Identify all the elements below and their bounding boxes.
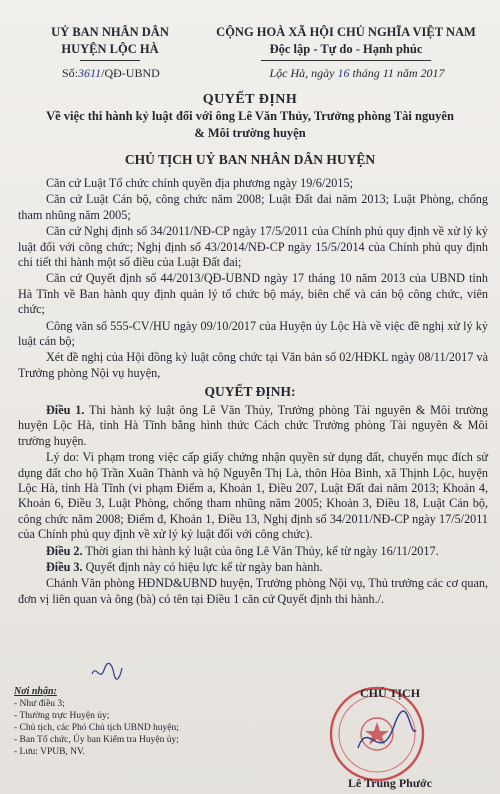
date-prefix: Lộc Hà, ngày: [269, 66, 338, 80]
issuer-header: [20, 24, 200, 61]
document-subject: Về việc thi hành kỷ luật đối với ông Lê Văn Thủy, Trưởng phòng Tài nguyên & Môi trường huyện: [46, 109, 454, 140]
national-title: CỘNG HOÀ XÃ HỘI CHỦ NGHĨA VIỆT NAM: [216, 25, 476, 39]
initials-scribble: [90, 660, 124, 684]
issuing-authority: CHỦ TỊCH UỶ BAN NHÂN DÂN HUYỆN: [124, 152, 376, 167]
recipient-item: - Ban Tổ chức, Ủy ban Kiểm tra Huyện ủy;: [14, 735, 179, 745]
recipient-item: - Chủ tịch, các Phó Chủ tịch UBND huyện;: [14, 723, 179, 733]
issuer-line-2: HUYỆN LỘC HÀ: [61, 42, 159, 56]
article-1-reason: [18, 450, 488, 542]
signatory-name: Lê Trung Phước: [347, 776, 433, 790]
document-number: [62, 66, 160, 81]
article-3-enforcement: [18, 576, 488, 607]
ground-item: Căn cứ Luật Tổ chức chính quyền địa phương ngày 19/6/2015;: [46, 176, 353, 190]
legal-grounds: [18, 176, 488, 382]
articles: [18, 403, 488, 608]
date-suffix: tháng 11 năm 2017: [349, 66, 445, 80]
national-motto: Độc lập - Tự do - Hạnh phúc: [269, 42, 423, 56]
ground-item: Căn cứ Luật Cán bộ, công chức năm 2008; Luật Đất đai năm 2013; Luật Phòng, chống tham nhũng năm 2005;: [18, 192, 488, 222]
issuer-line-1: UỶ BAN NHÂN DÂN: [51, 25, 169, 39]
article-text: Thi hành kỷ luật ông Lê Văn Thủy, Trưởng phòng Tài nguyên & Môi trường huyện Lộc Hà, tỉnh Hà Tĩnh bằng hình thức Cách chức Trưởng phòng Tài nguyên & Môi trường huyện.: [18, 403, 488, 448]
issuer-underline: [80, 60, 140, 61]
issue-date: [222, 66, 492, 81]
ground-item: Công văn số 555-CV/HU ngày 09/10/2017 của Huyện ủy Lộc Hà về việc đề nghị xử lý kỷ luật cán bộ;: [18, 318, 488, 349]
decision-heading: QUYẾT ĐỊNH:: [204, 384, 296, 399]
document-title: QUYẾT ĐỊNH: [202, 92, 298, 107]
article-label: Điều 2.: [46, 543, 83, 558]
article-1: [18, 403, 488, 449]
article-text: Chánh Văn phòng HĐND&UBND huyện, Trưởng phòng Nội vụ, Thủ trưởng các cơ quan, đơn vị liên quan và ông (bà) có tên tại Điều 1 căn cứ Quyết định thi hành./.: [18, 576, 488, 606]
motto-underline: [261, 60, 431, 61]
article-label: Điều 3.: [46, 560, 83, 575]
doc-no-prefix: Số:: [62, 66, 79, 80]
national-header: [196, 24, 496, 61]
article-text: Thời gian thi hành kỷ luật của ông Lê Văn Thủy, kể từ ngày 16/11/2017.: [82, 543, 439, 558]
signature-title: CHỦ TỊCH: [359, 686, 421, 700]
article-text: Quyết định này có hiệu lực kể từ ngày ban hành.: [82, 560, 323, 575]
date-day-handwritten: 16: [337, 66, 350, 80]
doc-no-suffix: /QĐ-UBND: [101, 66, 160, 80]
article-label: Điều 1.: [46, 403, 85, 417]
recipient-item: - Thường trực Huyện ủy;: [14, 711, 110, 721]
article-2: [18, 544, 488, 559]
recipient-item: - Lưu: VPUB, NV.: [14, 747, 86, 757]
recipients-list: [14, 686, 179, 758]
article-3: [18, 560, 488, 575]
ground-item: Xét đề nghị của Hội đồng kỷ luật công chức tại Văn bản số 02/HĐKL ngày 08/11/2017 và Trưởng phòng Nội vụ huyện,: [18, 350, 488, 380]
recipient-item: - Như điều 3;: [14, 699, 65, 709]
ground-item: Căn cứ Quyết định số 44/2013/QĐ-UBND ngày 17 tháng 10 năm 2013 của UBND tỉnh Hà Tĩnh về Ban hành quy định quản lý tổ chức bộ máy, biên chế và cán bộ công chức, viên chức;: [18, 271, 488, 317]
doc-no-handwritten: 3611: [78, 66, 102, 80]
recipients-heading: Nơi nhận:: [14, 686, 57, 697]
article-text: Lý do: Vi phạm trong việc cấp giấy chứng nhận quyền sử dụng đất, chuyển mục đích sử dụng đất cho hộ Trần Xuân Thành và hộ Nguyễn Thị Là, thôn Hòa Bình, xã Thịnh Lộc, huyện Lộc Hà, tỉnh Hà Tĩnh (vi phạm Điểm a, Khoản 1, Điều 207, Luật Đất đai năm 2013; Khoản 4, Khoản 6, Điều 3, Luật Phòng, chống tham nhũng năm 2005; Khoản 3, Điều 18, Luật Cán bộ, công chức năm 2008; Điểm đ, Khoản 1, Điều 13, Nghị định số 34/2011/NĐ-CP ngày 17/5/2011 của Chính phủ quy định về xử lý kỷ luật đối với công chức).: [18, 450, 488, 542]
ground-item: Căn cứ Nghị định số 34/2011/NĐ-CP ngày 17/5/2011 của Chính phủ quy định về xử lý kỷ luật đối với công chức; Nghị định số 43/2014/NĐ-CP ngày 15/5/2014 của Chính phủ quy định chi tiết thi hành một số điều của Luật Đất đai;: [18, 224, 488, 270]
